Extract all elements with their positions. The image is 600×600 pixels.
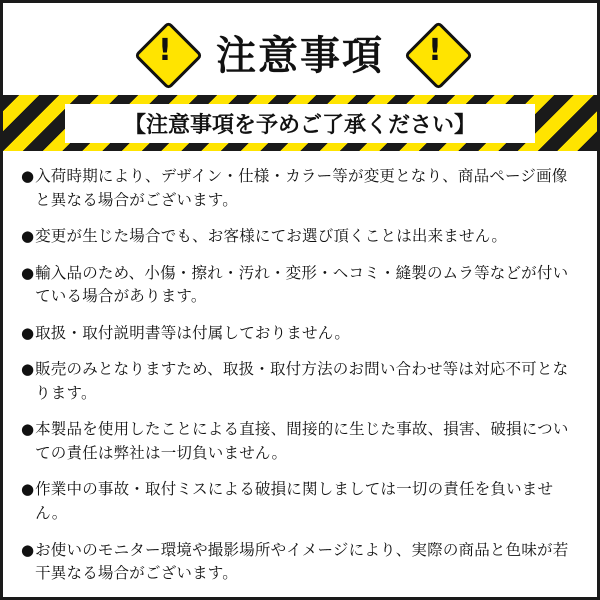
note-text: 取扱・取付説明書等は付属しておりません。 — [35, 323, 351, 342]
list-item — [21, 165, 579, 212]
note-text: 作業中の事故・取付ミスによる破損に関しましては一切の責任を負いません。 — [35, 480, 554, 523]
note-text: 変更が生じた場合でも、お客様にてお選び頂くことは出来ません。 — [35, 227, 508, 246]
list-item — [21, 262, 579, 309]
note-text: 輸入品のため、小傷・擦れ・汚れ・変形・ヘコミ・縫製のムラ等などが付いている場合があります。 — [35, 263, 569, 306]
bullet-icon: ● — [21, 540, 35, 559]
list-item — [21, 225, 579, 249]
list-item — [21, 539, 579, 586]
list-item — [21, 322, 579, 346]
note-text: 本製品を使用したことによる直接、間接的に生じた事故、損害、破損についての責任は弊社は一切負いません。 — [35, 420, 569, 462]
hazard-stripe-band — [3, 95, 597, 151]
note-text: 入荷時期により、デザイン・仕様・カラー等が変更となり、商品ページ画像と異なる場合がございます。 — [35, 167, 568, 209]
list-item — [21, 418, 579, 465]
exclamation-mark: ! — [158, 33, 172, 68]
exclamation-mark: ! — [428, 33, 442, 68]
notes-list — [3, 151, 597, 600]
page-title: 注意事項 — [216, 32, 384, 79]
bullet-icon: ● — [21, 227, 35, 246]
list-item — [21, 478, 579, 525]
bullet-icon: ● — [21, 167, 35, 185]
bullet-icon: ● — [21, 360, 35, 379]
note-text: お使いのモニター環境や撮影場所やイメージにより、実際の商品と色味が若干異なる場合がございます。 — [35, 540, 569, 583]
bullet-icon: ● — [21, 420, 35, 439]
bullet-icon: ● — [21, 263, 35, 282]
warning-triangle-icon-right — [402, 22, 468, 82]
note-text: 販売のみとなりますため、取扱・取付方法のお問い合わせ等は対応不可となります。 — [35, 360, 569, 402]
bullet-icon: ● — [21, 480, 35, 499]
title-row — [3, 3, 597, 95]
subtitle-plate — [65, 104, 535, 143]
list-item — [21, 358, 579, 405]
warning-triangle-icon-left — [132, 22, 198, 82]
bullet-icon: ● — [21, 323, 35, 342]
page-subtitle: 【注意事項を予めご了承ください】 — [123, 112, 476, 138]
